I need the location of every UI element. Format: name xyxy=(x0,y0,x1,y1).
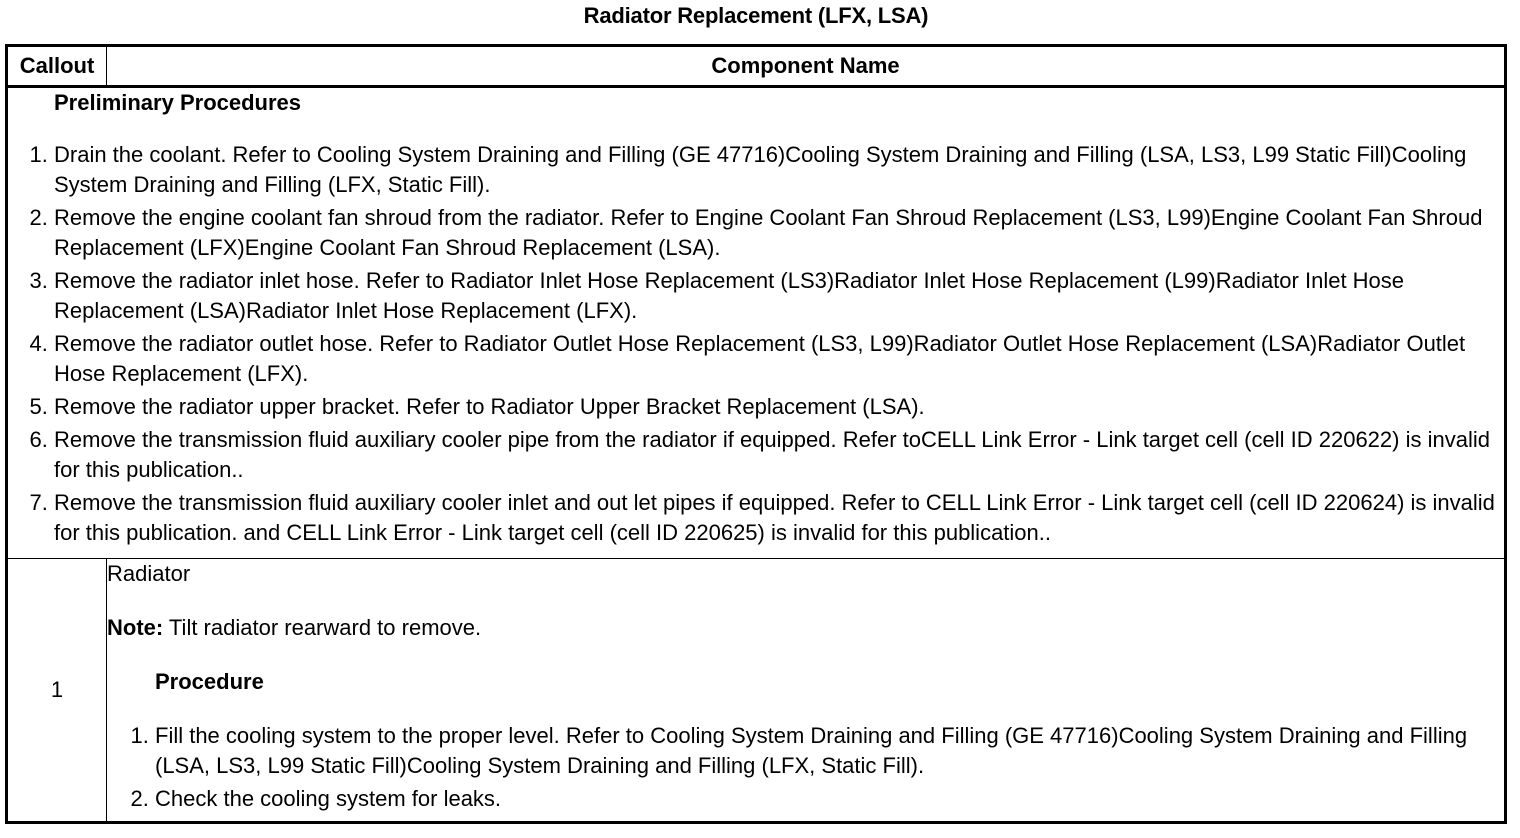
callout-column-header: Callout xyxy=(7,46,107,87)
component-name: Radiator xyxy=(107,561,191,586)
note-text: Tilt radiator rearward to remove. xyxy=(163,615,482,640)
preliminary-procedures-cell xyxy=(7,87,1506,559)
preliminary-procedures-heading: Preliminary Procedures xyxy=(54,90,302,115)
callout-number: 1 xyxy=(7,559,107,823)
component-table xyxy=(5,44,1507,824)
component-name-column-header: Component Name xyxy=(107,46,1506,87)
table-header-row xyxy=(7,46,1506,87)
preliminary-step: 7. Remove the transmission fluid auxiliary cooler inlet and out let pipes if equipped. Refer to CELL Link Error - Link target cell (cell ID 220624) is invalid for this publication. and CELL Link Error - Link target cell (cell ID 220625) is invalid for this publication.. xyxy=(54,488,1504,548)
preliminary-step: 5. Remove the radiator upper bracket. Refer to Radiator Upper Bracket Replacement (LSA). xyxy=(54,392,1504,422)
procedure-steps-list xyxy=(107,721,1504,814)
note xyxy=(107,613,1504,643)
preliminary-step: 4. Remove the radiator outlet hose. Refer to Radiator Outlet Hose Replacement (LS3, L99)Radiator Outlet Hose Replacement (LSA)Radiator Outlet Hose Replacement (LFX). xyxy=(54,329,1504,389)
preliminary-step: 3. Remove the radiator inlet hose. Refer to Radiator Inlet Hose Replacement (LS3)Radiator Inlet Hose Replacement (L99)Radiator Inlet Hose Replacement (LSA)Radiator Inlet Hose Replacement (LFX). xyxy=(54,266,1504,326)
page-title: Radiator Replacement (LFX, LSA) xyxy=(583,3,929,28)
note-label: Note: xyxy=(107,615,164,640)
procedure-step: 1. Fill the cooling system to the proper level. Refer to Cooling System Draining and Filling (GE 47716)Cooling System Draining and Filling (LSA, LS3, L99 Static Fill)Cooling System Draining and Filling (LFX, Static Fill). xyxy=(155,721,1504,781)
component-cell xyxy=(107,559,1506,823)
preliminary-step: 2. Remove the engine coolant fan shroud from the radiator. Refer to Engine Coolant Fan Shroud Replacement (LS3, L99)Engine Coolant Fan Shroud Replacement (LFX)Engine Coolant Fan Shroud Replacement (LSA). xyxy=(54,203,1504,263)
preliminary-step: 1. Drain the coolant. Refer to Cooling System Draining and Filling (GE 47716)Cooling System Draining and Filling (LSA, LS3, L99 Static Fill)Cooling System Draining and Filling (LFX, Static Fill). xyxy=(54,140,1504,200)
preliminary-step: 6. Remove the transmission fluid auxiliary cooler pipe from the radiator if equipped. Refer toCELL Link Error - Link target cell (cell ID 220622) is invalid for this publication.. xyxy=(54,425,1504,485)
preliminary-procedures-row xyxy=(7,87,1506,559)
procedure-heading: Procedure xyxy=(155,669,264,694)
preliminary-steps-list xyxy=(8,140,1504,548)
procedure-step: 2. Check the cooling system for leaks. xyxy=(155,784,1504,814)
table-row xyxy=(7,559,1506,823)
